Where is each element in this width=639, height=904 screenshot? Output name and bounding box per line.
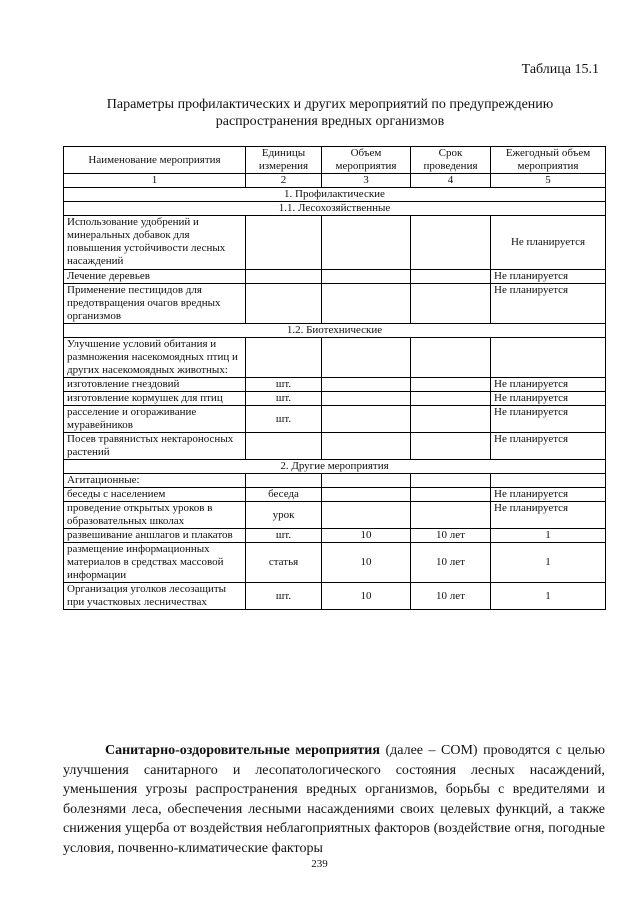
header-row <box>64 147 606 174</box>
cell-annual: Не планируется <box>491 392 606 406</box>
cell-name: размещение информационных материалов в средствах массовой информации <box>64 543 246 583</box>
cell-term <box>411 474 491 488</box>
cell-unit: шт. <box>246 406 322 433</box>
cell-volume <box>322 270 411 284</box>
cell-unit: беседа <box>246 488 322 502</box>
section-title: 2. Другие мероприятия <box>64 460 606 474</box>
cell-unit: шт. <box>246 529 322 543</box>
cell-unit <box>246 284 322 324</box>
cell-volume: 10 <box>322 583 411 610</box>
cell-name: развешивание аншлагов и плакатов <box>64 529 246 543</box>
cell-unit <box>246 270 322 284</box>
cell-name: Улучшение условий обитания и размножения насекомоядных птиц и других насекомоядных животных: <box>64 338 246 378</box>
cell-volume <box>322 284 411 324</box>
cell-name: беседы с населением <box>64 488 246 502</box>
cell-annual: Не планируется <box>491 378 606 392</box>
cell-term <box>411 338 491 378</box>
table-row <box>64 502 606 529</box>
table-caption <box>60 96 600 130</box>
subsection-title: 1.1. Лесохозяйственные <box>64 202 606 216</box>
cell-volume: 10 <box>322 543 411 583</box>
cell-term <box>411 378 491 392</box>
table-row <box>64 270 606 284</box>
cell-name: Организация уголков лесозащиты при участковых лесничествах <box>64 583 246 610</box>
cell-annual <box>491 474 606 488</box>
cell-volume <box>322 502 411 529</box>
cell-name: Агитационные: <box>64 474 246 488</box>
cell-annual: Не планируется <box>491 488 606 502</box>
paragraph-text: (далее – СОМ) проводятся с целью улучшения санитарного и лесопатологического состояния лесных насаждений, уменьшения угрозы распространения вредных организмов, борьбы с вредителями и болезнями леса, обеспечения лесными насаждениями своих целевых функций, а также снижения ущерба от воздействия неблагоприятных факторов (воздействие огня, погодные условия, почвенно-климатические факторы <box>63 743 605 856</box>
cell-annual: 1 <box>491 583 606 610</box>
section-row <box>64 202 606 216</box>
body-paragraph <box>63 741 605 858</box>
cell-term <box>411 216 491 270</box>
cell-unit: шт. <box>246 378 322 392</box>
cell-unit: статья <box>246 543 322 583</box>
cell-unit <box>246 433 322 460</box>
cell-term: 10 лет <box>411 583 491 610</box>
section-row <box>64 460 606 474</box>
section-row <box>64 324 606 338</box>
cell-volume: 10 <box>322 529 411 543</box>
cell-name: изготовление гнездовий <box>64 378 246 392</box>
header-cell: Наименование мероприятия <box>64 147 246 174</box>
cell-volume <box>322 488 411 502</box>
caption-line-1: Параметры профилактических и других мероприятий по предупреждению <box>106 97 554 112</box>
column-number: 1 <box>64 174 246 188</box>
table-row <box>64 583 606 610</box>
cell-annual <box>491 338 606 378</box>
cell-term: 10 лет <box>411 543 491 583</box>
cell-unit <box>246 338 322 378</box>
table-row <box>64 284 606 324</box>
section-title: 1. Профилактические <box>64 188 606 202</box>
table-row <box>64 529 606 543</box>
cell-term <box>411 433 491 460</box>
cell-unit <box>246 474 322 488</box>
cell-volume <box>322 378 411 392</box>
cell-name: Лечение деревьев <box>64 270 246 284</box>
subsection-title: 1.2. Биотехнические <box>64 324 606 338</box>
column-number: 2 <box>246 174 322 188</box>
header-cell: Объем мероприятия <box>322 147 411 174</box>
table-row <box>64 392 606 406</box>
cell-unit: урок <box>246 502 322 529</box>
cell-volume <box>322 433 411 460</box>
cell-name: расселение и огораживание муравейников <box>64 406 246 433</box>
page-number: 239 <box>311 858 328 870</box>
cell-unit <box>246 216 322 270</box>
cell-annual: Не планируется <box>491 270 606 284</box>
caption-line-2: распространения вредных организмов <box>215 114 445 129</box>
cell-name: Посев травянистых нектароносных растений <box>64 433 246 460</box>
table-row <box>64 433 606 460</box>
cell-volume <box>322 474 411 488</box>
table-row <box>64 216 606 270</box>
cell-volume <box>322 392 411 406</box>
cell-annual: 1 <box>491 543 606 583</box>
cell-annual: Не планируется <box>491 502 606 529</box>
cell-annual: Не планируется <box>491 284 606 324</box>
cell-volume <box>322 338 411 378</box>
cell-term <box>411 392 491 406</box>
header-cell: Срок проведения <box>411 147 491 174</box>
cell-annual: Не планируется <box>491 216 606 270</box>
header-cell: Единицы измерения <box>246 147 322 174</box>
table-number: Таблица 15.1 <box>521 62 599 77</box>
cell-volume <box>322 406 411 433</box>
header-cell: Ежегодный объем мероприятия <box>491 147 606 174</box>
cell-term <box>411 488 491 502</box>
cell-unit: шт. <box>246 392 322 406</box>
parameters-table <box>63 146 606 610</box>
table-row <box>64 406 606 433</box>
cell-term <box>411 270 491 284</box>
table-row <box>64 338 606 378</box>
cell-name: изготовление кормушек для птиц <box>64 392 246 406</box>
cell-unit: шт. <box>246 583 322 610</box>
cell-term: 10 лет <box>411 529 491 543</box>
table-row <box>64 543 606 583</box>
section-row <box>64 188 606 202</box>
cell-annual: 1 <box>491 529 606 543</box>
table-row <box>64 474 606 488</box>
table-row <box>64 378 606 392</box>
column-number: 5 <box>491 174 606 188</box>
table-row <box>64 488 606 502</box>
cell-name: Применение пестицидов для предотвращения очагов вредных организмов <box>64 284 246 324</box>
header-number-row <box>64 174 606 188</box>
cell-name: Использование удобрений и минеральных добавок для повышения устойчивости лесных насаждений <box>64 216 246 270</box>
column-number: 3 <box>322 174 411 188</box>
cell-term <box>411 406 491 433</box>
paragraph-bold-term: Санитарно-оздоровительные мероприятия <box>105 743 380 758</box>
cell-annual: Не планируется <box>491 433 606 460</box>
cell-term <box>411 284 491 324</box>
cell-name: проведение открытых уроков в образовательных школах <box>64 502 246 529</box>
column-number: 4 <box>411 174 491 188</box>
cell-term <box>411 502 491 529</box>
cell-volume <box>322 216 411 270</box>
cell-annual: Не планируется <box>491 406 606 433</box>
